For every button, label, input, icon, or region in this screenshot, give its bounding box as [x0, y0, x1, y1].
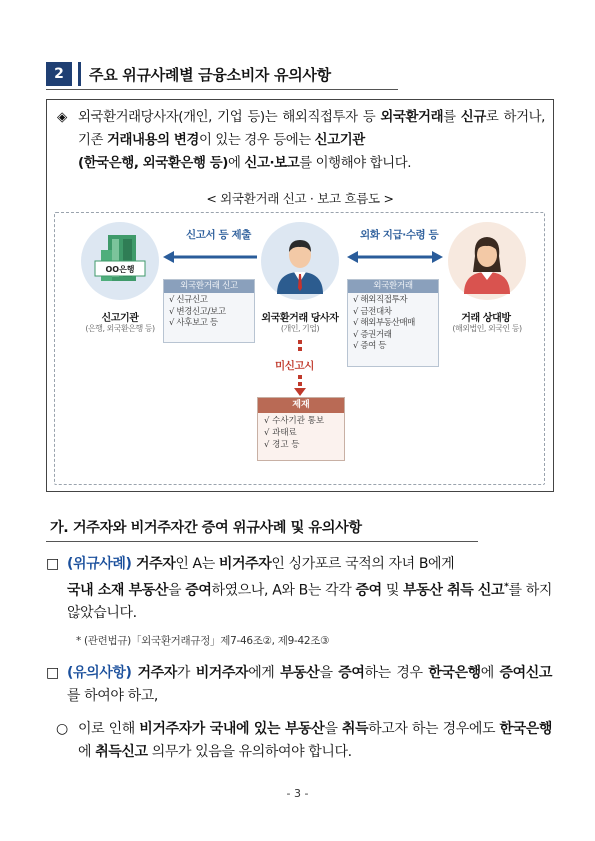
flow-diagram [54, 212, 545, 485]
caution2-bold: 취득 [341, 721, 369, 737]
square-bullet-icon: □ [46, 556, 59, 572]
caution-bold: 한국은행 [428, 665, 481, 681]
regulation-note: * (관련법규)「외국환거래규정」제7-46조②, 제9-42조③ [76, 635, 330, 647]
penalty-item: √ 수사기관 통보 [264, 416, 325, 426]
intro-paragraph [57, 106, 545, 175]
trade-item: √ 해외직접투자 [353, 295, 408, 305]
caution2-bold: 비거주자가 국내에 있는 부동산 [139, 721, 325, 737]
left-arrow-icon [163, 251, 259, 263]
intro-bold: 신고·보고 [244, 156, 300, 171]
businessman-icon [261, 222, 339, 300]
page-number: - 3 - [286, 787, 309, 800]
dotted-line-icon [295, 340, 305, 356]
caution-text: 에게 [248, 665, 281, 681]
caution-bold: 부동산 [280, 665, 320, 681]
intro-bold: 외국환거래 [380, 110, 444, 125]
trade-item: √ 증여 등 [353, 341, 387, 351]
footnote-marker: * [504, 581, 509, 592]
right-node-label: 거래 상대방 [461, 313, 511, 324]
report-box-head: 외국환거래 신고 [164, 280, 254, 293]
case-text: 인 A는 [175, 556, 219, 572]
info-box [46, 99, 554, 492]
caution-text: 가 [176, 665, 196, 681]
case-bold: 비거주자 [218, 556, 272, 572]
section-header [46, 61, 331, 87]
caution2-bold: 취득신고 [95, 743, 148, 760]
case-tag: (위규사례) [67, 556, 132, 572]
bank-sign-text: OO은행 [105, 265, 135, 274]
caution-text: 을 [319, 665, 339, 681]
case-bold: 증여 [355, 582, 382, 599]
square-bullet-icon: □ [46, 665, 59, 681]
penalty-item: √ 과태료 [264, 428, 297, 438]
trade-item: √ 해외부동산매매 [353, 318, 415, 328]
penalty-item: √ 경고 등 [264, 440, 300, 450]
diamond-bullet-icon: ◈ [57, 110, 67, 125]
caution-bold: 증여 [338, 665, 365, 681]
caution-bold: 비거주자 [195, 665, 249, 681]
counterparty-circle [448, 222, 526, 300]
report-type-box [163, 279, 255, 343]
section-divider [78, 62, 81, 86]
caution2-text: 에 [78, 743, 96, 760]
bank-circle [81, 222, 159, 300]
section-underline [46, 89, 398, 90]
intro-text: 를 이행해야 합니다. [299, 156, 412, 171]
caution-bold: 증여신고 [499, 665, 552, 681]
intro-text: 를 [443, 110, 461, 125]
case-text: 인 싱가포르 국적의 자녀 B에게 [271, 556, 455, 572]
violation-case-paragraph [46, 553, 552, 624]
trade-item: √ 금전대차 [353, 306, 392, 317]
intro-text: 로 하거나, 기존 [78, 110, 545, 148]
caution-text: 를 하여야 하고, [67, 687, 158, 704]
case-bold: 증여 [185, 582, 212, 599]
subsection-underline [46, 541, 478, 542]
intro-text: 외국환거래당사자(개인, 기업 등)는 해외직접투자 등 [78, 110, 381, 125]
left-node-sub: (은행, 외국환은행 등) [85, 324, 155, 333]
report-item: √ 사후보고 등 [169, 318, 218, 328]
center-node-label: 외국환거래 당사자 [261, 313, 339, 324]
caution-paragraph [46, 662, 552, 707]
case-text: 하였으나, A와 B는 각각 [211, 582, 356, 599]
intro-text: 에 [228, 156, 245, 171]
right-node-sub: (해외법인, 외국인 등) [452, 324, 522, 333]
case-bold: 국내 소재 부동산 [67, 582, 168, 599]
left-node-label: 신고기관 [101, 313, 139, 324]
case-text: 을 [168, 582, 186, 599]
intro-bold: 거래내용의 변경 [106, 133, 199, 148]
penalty-box [257, 397, 345, 461]
case-text: 를 하지 않았습니다. [67, 582, 552, 621]
double-arrow-icon [347, 251, 443, 263]
caution-text: 에 [480, 665, 500, 681]
businesswoman-icon [448, 222, 526, 300]
trade-item: √ 증권거래 [353, 329, 392, 340]
party-circle [261, 222, 339, 300]
report-item: √ 신규신고 [169, 295, 208, 305]
intro-bold: 신고기관 [314, 133, 365, 148]
caution2-text: 을 [324, 721, 342, 737]
flow-chart-title: < 외국환거래 신고 · 보고 흐름도 > [206, 191, 394, 206]
subsection-title: 가. 거주자와 비거주자간 증여 위규사례 및 유의사항 [50, 520, 362, 536]
caution2-bold: 한국은행 [499, 721, 552, 737]
caution-sub-paragraph [56, 718, 552, 763]
caution2-text: 이로 인해 [78, 721, 140, 737]
caution-text: 하는 경우 [364, 665, 429, 681]
down-arrow-icon [293, 375, 307, 397]
bank-building-icon [81, 222, 159, 300]
intro-bold: 신규 [460, 110, 486, 125]
case-bold: 거주자 [131, 556, 176, 572]
caution-bold: 거주자 [131, 665, 177, 681]
intro-text: 이 있는 경우 등에는 [198, 133, 315, 148]
circle-bullet-icon: ○ [56, 721, 68, 737]
case-text: 및 [381, 582, 404, 599]
trade-box-head: 외국환거래 [348, 280, 438, 293]
center-node-sub: (개인, 기업) [280, 324, 320, 333]
trade-type-box [347, 279, 439, 367]
intro-bold: (한국은행, 외국환은행 등) [78, 156, 229, 171]
missing-report-label: 미신고시 [275, 360, 314, 372]
left-arrow-label: 신고서 등 제출 [186, 229, 251, 241]
penalty-head: 제재 [258, 398, 344, 413]
caution2-text: 의무가 있음을 유의하여야 합니다. [147, 743, 352, 760]
caution-tag: (유의사항) [67, 665, 132, 681]
report-item: √ 변경신고/보고 [169, 306, 226, 317]
caution2-text: 하고자 하는 경우에도 [368, 721, 500, 737]
case-bold: 부동산 취득 신고 [403, 582, 505, 599]
section-title: 주요 위규사례별 금융소비자 유의사항 [89, 65, 331, 84]
right-arrow-label: 외화 지급·수령 등 [360, 229, 439, 241]
section-number: 2 [46, 62, 72, 86]
